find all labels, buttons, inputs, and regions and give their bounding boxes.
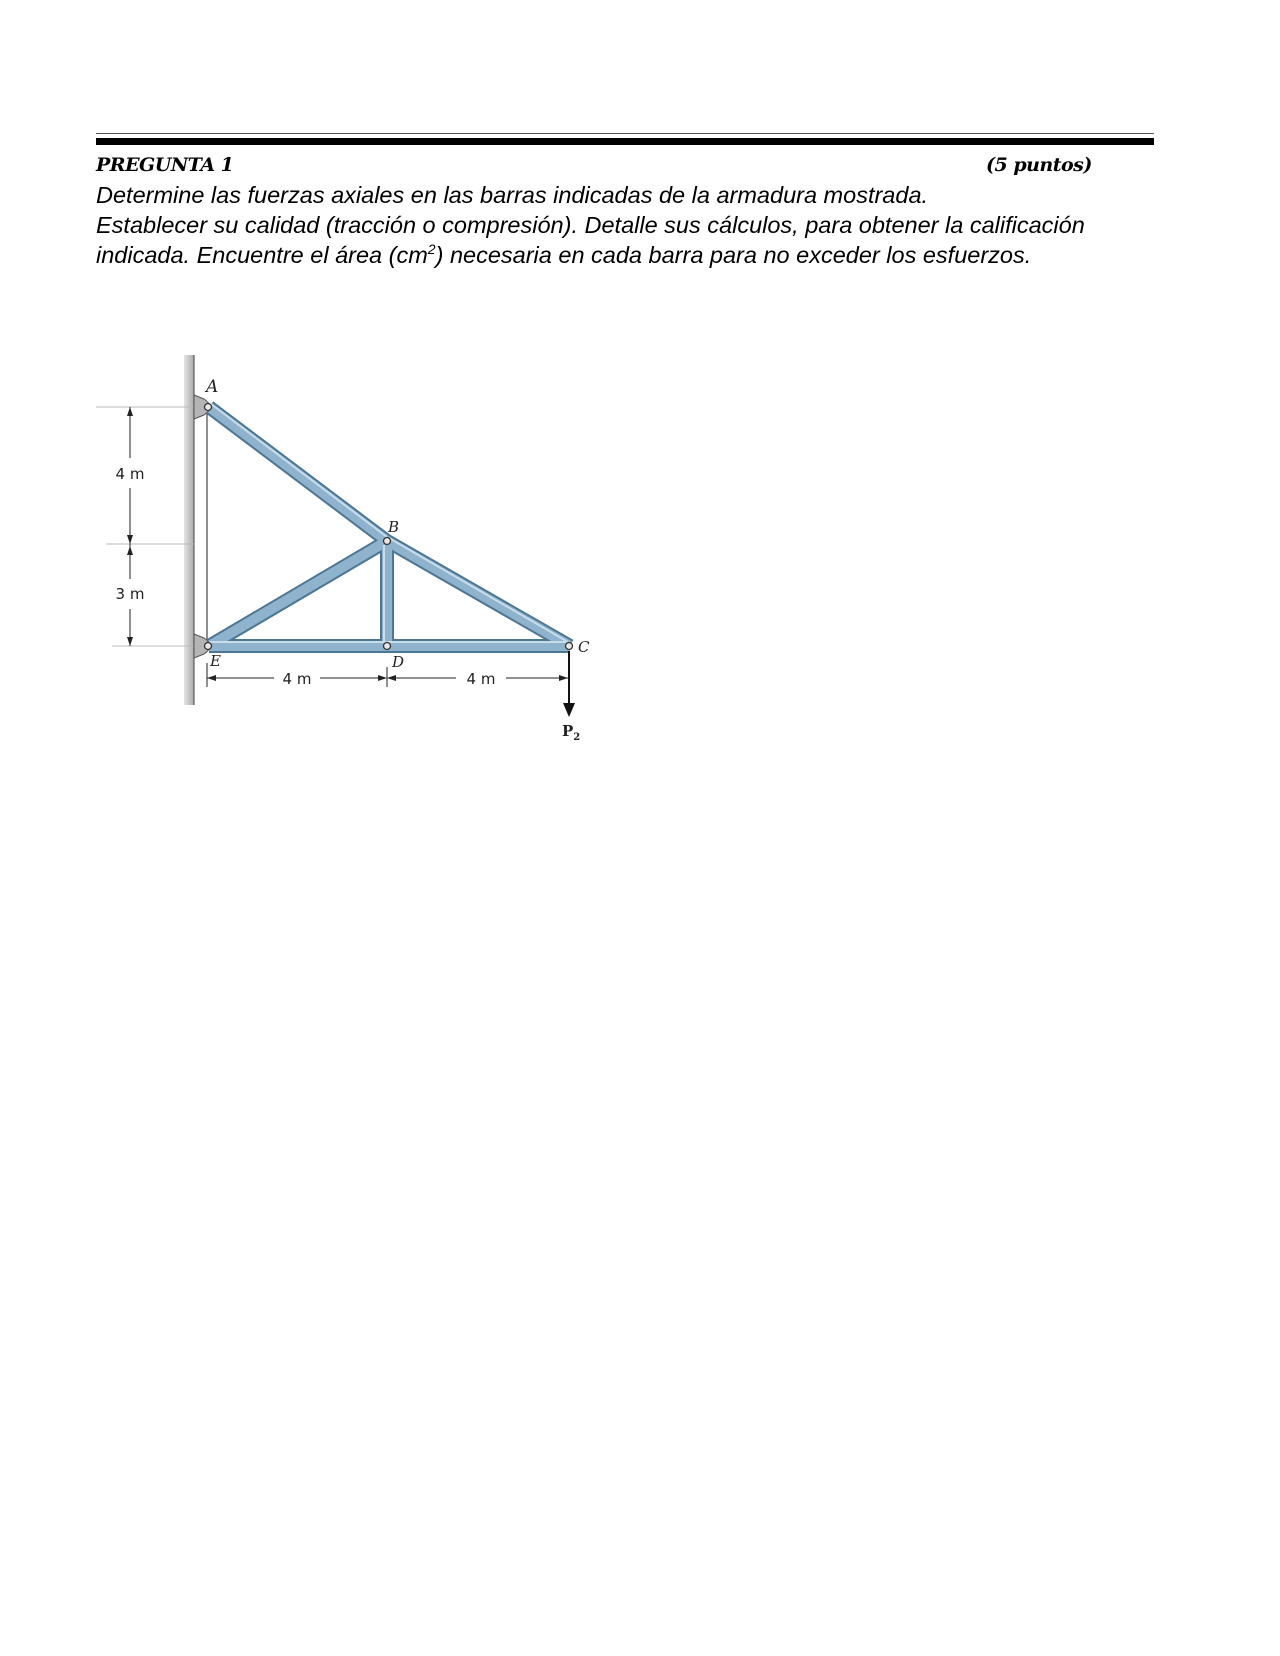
load-symbol: P — [562, 722, 574, 740]
joint-e — [205, 643, 212, 650]
dimension-arrow-lower-top — [127, 546, 133, 555]
statement-line-2: Establecer su calidad (tracción o compresión). Detalle sus cálculos, para obtener la calificación — [96, 212, 1085, 238]
statement-line-3-start: indicada. Encuentre el área (cm — [96, 242, 428, 268]
member-bc — [387, 541, 570, 646]
joint-b — [384, 538, 391, 545]
dimension-arrow-right-start — [387, 675, 396, 681]
statement-line-1: Determine las fuerzas axiales en las barras indicadas de la armadura mostrada. — [96, 182, 929, 208]
joint-c — [566, 643, 573, 650]
dimension-arrow-right-end — [559, 675, 568, 681]
statement-line-3 — [96, 240, 1196, 270]
question-statement — [96, 180, 1196, 270]
dimension-label-lower: 3 m — [115, 585, 145, 603]
question-points: (5 puntos) — [986, 154, 1092, 176]
dimension-arrow-upper-top — [127, 407, 133, 416]
joint-label-b: B — [388, 518, 400, 536]
member-eb — [209, 541, 387, 646]
joint-d — [384, 643, 391, 650]
area-unit-exponent: 2 — [427, 241, 436, 258]
dimension-arrow-left-start — [207, 675, 216, 681]
load-subscript: 2 — [573, 732, 581, 743]
header-rule-thin — [96, 133, 1154, 134]
joint-label-e: E — [210, 652, 221, 670]
member-ab — [209, 407, 387, 541]
dimension-label-upper: 4 m — [115, 465, 145, 483]
member-ab-highlight — [211, 404, 387, 537]
joint-label-d: D — [392, 653, 405, 671]
truss-figure — [96, 355, 636, 795]
statement-line-3-end: ) necesaria en cada barra para no exceder los esfuerzos. — [435, 242, 1032, 268]
joint-a — [205, 404, 212, 411]
joint-label-a: A — [206, 377, 219, 397]
dimension-arrow-left-end — [378, 675, 387, 681]
member-bc-highlight — [389, 538, 568, 642]
dimension-label-left: 4 m — [282, 670, 312, 688]
truss-diagram — [96, 355, 636, 795]
dimension-label-right: 4 m — [466, 670, 496, 688]
load-label — [562, 722, 580, 743]
load-arrow-head — [563, 703, 575, 717]
joint-label-c: C — [578, 638, 590, 656]
dimension-arrow-lower-bottom — [127, 637, 133, 646]
question-title: PREGUNTA 1 — [96, 154, 234, 176]
question-header — [96, 154, 1096, 182]
dimension-arrow-upper-bottom — [127, 535, 133, 544]
header-rule-thick — [96, 138, 1154, 145]
